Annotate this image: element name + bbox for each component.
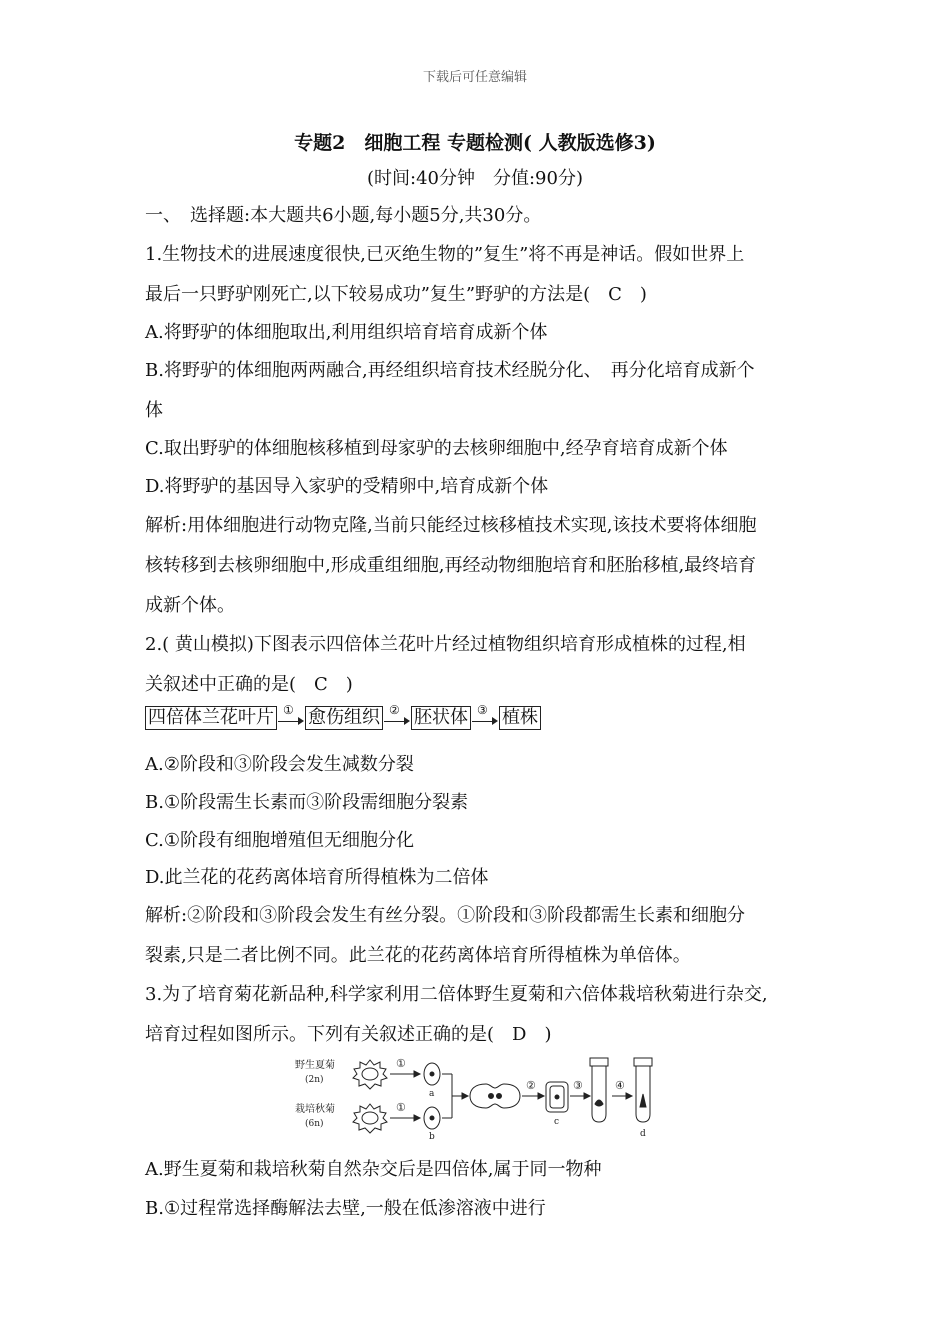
wild-cell-icon xyxy=(353,1060,387,1089)
fused-cell-icon xyxy=(470,1084,520,1108)
question-1-option-b: B.将野驴的体细胞两两融合,再经组织培育技术经脱分化、 再分化培育成新个 xyxy=(145,360,755,381)
label-cultivated-autumn-chrysanthemum: 栽培秋菊 xyxy=(295,1104,335,1115)
flow-step-leaf: 四倍体兰花叶片 xyxy=(145,706,277,730)
step-1-label-top: ① xyxy=(396,1057,406,1070)
mark-b: b xyxy=(429,1132,435,1142)
tissue-culture-flowchart xyxy=(145,703,541,730)
question-1-analysis: 解析:用体细胞进行动物克隆,当前只能经过核移植技术实现,该技术要将体细胞 xyxy=(145,515,757,536)
question-3-stem-cont: 培育过程如图所示。下列有关叙述正确的是( D ) xyxy=(145,1024,552,1045)
question-2-option-d: D.此兰花的花药离体培育所得植株为二倍体 xyxy=(145,867,489,888)
flow-arrow-1: ① xyxy=(277,706,305,730)
question-1-option-c: C.取出野驴的体细胞核移植到母家驴的去核卵细胞中,经孕育培育成新个体 xyxy=(145,438,728,459)
question-2-stem-cont: 关叙述中正确的是( C ) xyxy=(145,674,353,695)
question-2-option-b: B.①阶段需生长素而③阶段需细胞分裂素 xyxy=(145,792,469,813)
question-1-stem: 1.生物技术的进展速度很快,已灭绝生物的”复生”将不再是神话。假如世界上 xyxy=(145,244,745,265)
question-1-option-b-cont: 体 xyxy=(145,400,163,421)
flow-arrow-2: ② xyxy=(383,706,411,730)
exam-info: (时间:40分钟 分值:90分) xyxy=(367,168,583,189)
page-header: 下载后可任意编辑 xyxy=(422,70,527,85)
question-1-analysis-end: 成新个体。 xyxy=(145,595,235,616)
question-3-option-b: B.①过程常选择酶解法去壁,一般在低渗溶液中进行 xyxy=(145,1198,546,1219)
question-3-stem: 3.为了培育菊花新品种,科学家利用二倍体野生夏菊和六倍体栽培秋菊进行杂交, xyxy=(145,984,768,1005)
step-4-label: ④ xyxy=(615,1079,625,1092)
flow-step-embryoid: 胚状体 xyxy=(411,706,471,730)
step-3-label: ③ xyxy=(573,1079,583,1092)
mark-d: d xyxy=(640,1129,646,1139)
section-heading: 一、 选择题:本大题共6小题,每小题5分,共30分。 xyxy=(145,205,542,226)
mark-c: c xyxy=(554,1117,560,1127)
question-2-option-a: A.②阶段和③阶段会发生减数分裂 xyxy=(145,754,414,775)
label-ploidy-6n: (6n) xyxy=(305,1119,324,1129)
question-1-option-d: D.将野驴的基因导入家驴的受精卵中,培育成新个体 xyxy=(145,476,549,497)
step-1-label-bottom: ① xyxy=(396,1101,406,1114)
question-2-analysis: 解析:②阶段和③阶段会发生有丝分裂。①阶段和③阶段都需生长素和细胞分 xyxy=(145,905,746,926)
culture-tube-1-icon xyxy=(592,1066,606,1122)
page-title: 专题2 细胞工程 专题检测( 人教版选修3) xyxy=(294,132,656,154)
chrysanthemum-fusion-diagram xyxy=(290,1052,670,1142)
cultivated-cell-icon xyxy=(353,1104,387,1133)
question-1-option-a: A.将野驴的体细胞取出,利用组织培育培育成新个体 xyxy=(145,322,548,343)
question-3-option-a: A.野生夏菊和栽培秋菊自然杂交后是四倍体,属于同一物种 xyxy=(145,1159,602,1180)
step-2-label: ② xyxy=(526,1079,536,1092)
flow-step-callus: 愈伤组织 xyxy=(305,706,383,730)
question-1-stem-cont: 最后一只野驴刚死亡,以下较易成功”复生”野驴的方法是( C ) xyxy=(145,284,647,305)
question-2-option-c: C.①阶段有细胞增殖但无细胞分化 xyxy=(145,830,414,851)
mark-a: a xyxy=(429,1089,435,1099)
label-wild-summer-chrysanthemum: 野生夏菊 xyxy=(295,1060,335,1071)
label-ploidy-2n: (2n) xyxy=(305,1075,324,1085)
question-1-analysis-cont: 核转移到去核卵细胞中,形成重组细胞,再经动物细胞培育和胚胎移植,最终培育 xyxy=(145,555,757,576)
question-2-analysis-cont: 裂素,只是二者比例不同。此兰花的花药离体培育所得植株为单倍体。 xyxy=(145,945,691,966)
flow-step-plant: 植株 xyxy=(499,706,541,730)
question-2-stem: 2.( 黄山模拟)下图表示四倍体兰花叶片经过植物组织培育形成植株的过程,相 xyxy=(145,634,746,655)
flow-arrow-3: ③ xyxy=(471,706,499,730)
